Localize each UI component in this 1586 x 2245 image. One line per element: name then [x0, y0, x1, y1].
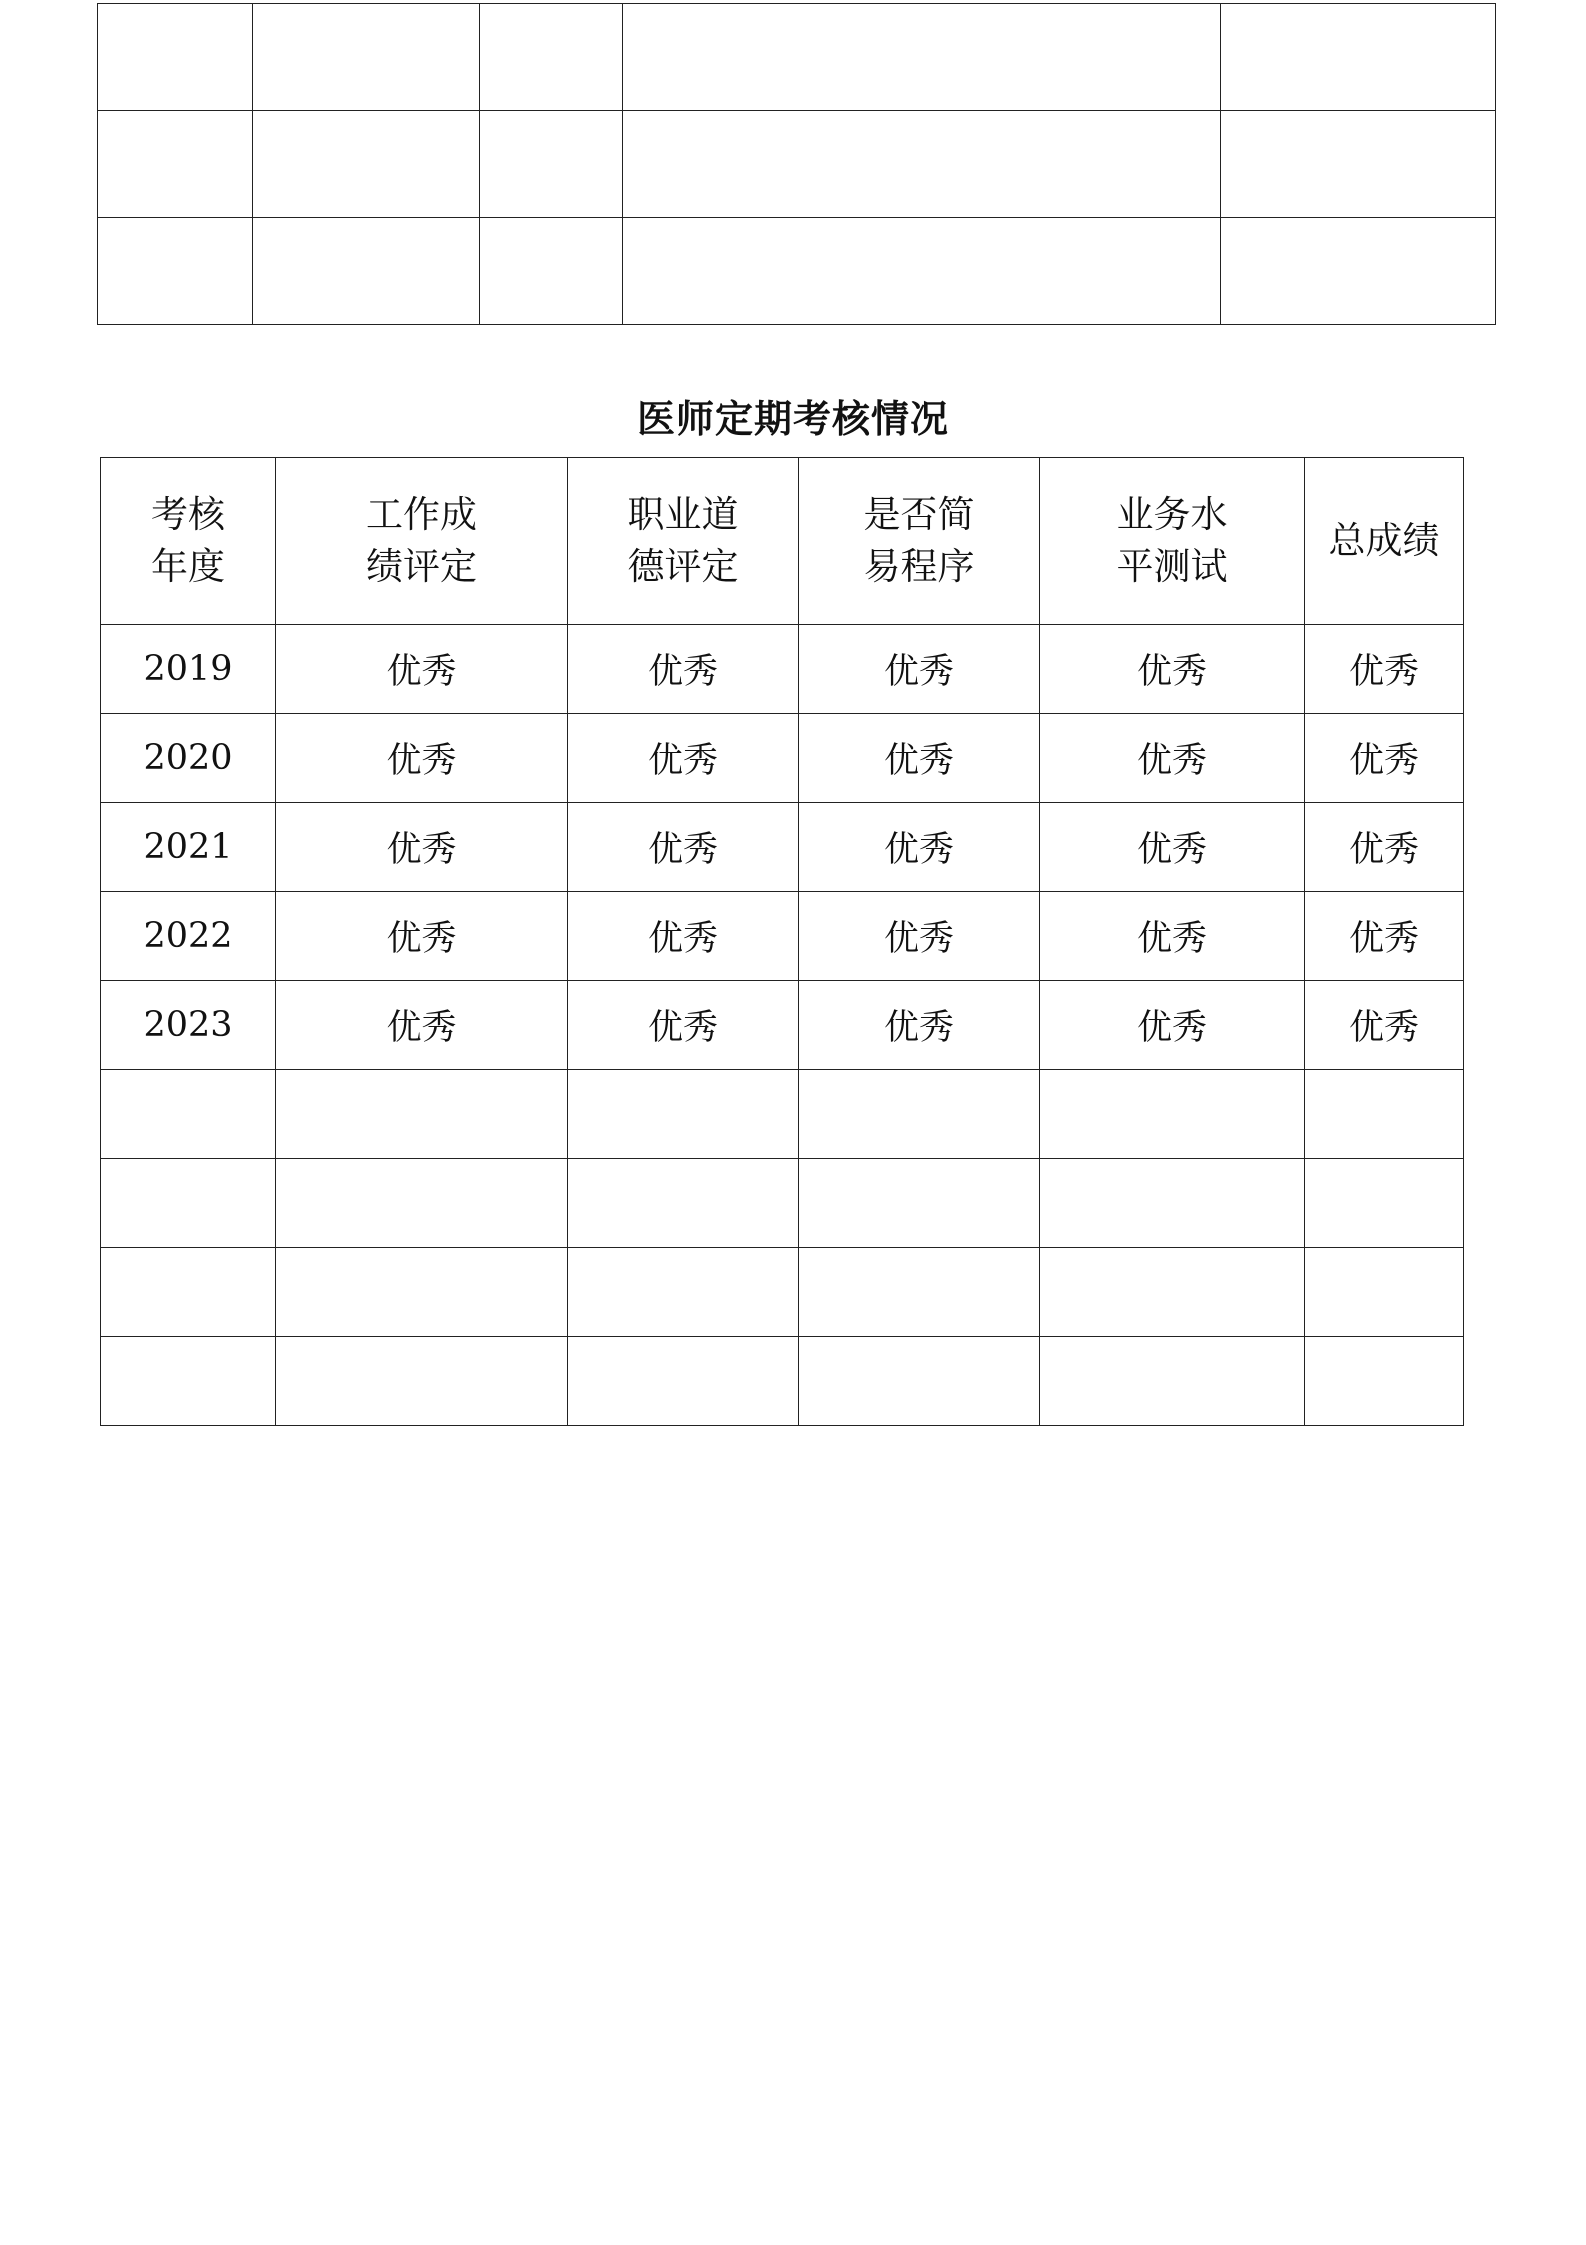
table-cell	[1221, 218, 1496, 325]
result-cell	[1040, 1159, 1305, 1248]
result-cell	[568, 1248, 799, 1337]
result-cell: 优秀	[799, 803, 1040, 892]
result-cell: 优秀	[1040, 892, 1305, 981]
year-cell: 2019	[101, 625, 276, 714]
header-line: 德评定	[627, 545, 739, 588]
result-cell: 优秀	[1305, 803, 1464, 892]
result-cell	[568, 1159, 799, 1248]
result-cell: 优秀	[1040, 803, 1305, 892]
header-total-score	[1305, 458, 1464, 625]
result-cell: 优秀	[276, 625, 568, 714]
result-cell	[799, 1159, 1040, 1248]
result-cell	[1305, 1070, 1464, 1159]
table-cell	[480, 4, 623, 111]
result-cell	[1305, 1248, 1464, 1337]
result-cell: 优秀	[568, 625, 799, 714]
table-cell	[623, 111, 1221, 218]
result-cell	[1040, 1337, 1305, 1426]
table-cell	[623, 218, 1221, 325]
table-row	[101, 1159, 1464, 1248]
header-line: 平测试	[1116, 545, 1228, 588]
year-cell: 2023	[101, 981, 276, 1070]
header-year	[101, 458, 276, 625]
result-cell: 优秀	[799, 625, 1040, 714]
header-work-performance	[276, 458, 568, 625]
result-cell: 优秀	[799, 714, 1040, 803]
table-row	[101, 892, 1464, 981]
year-cell: 2020	[101, 714, 276, 803]
table-row	[98, 4, 1496, 111]
result-cell: 优秀	[276, 714, 568, 803]
result-cell: 优秀	[568, 981, 799, 1070]
result-cell	[1040, 1070, 1305, 1159]
result-cell: 优秀	[799, 981, 1040, 1070]
header-professional-test	[1040, 458, 1305, 625]
result-cell: 优秀	[1040, 714, 1305, 803]
result-cell	[276, 1248, 568, 1337]
table-cell	[623, 4, 1221, 111]
assessment-table	[100, 457, 1464, 1426]
result-cell: 优秀	[568, 803, 799, 892]
result-cell	[1305, 1159, 1464, 1248]
result-cell	[568, 1337, 799, 1426]
result-cell: 优秀	[568, 714, 799, 803]
header-professional-ethics	[568, 458, 799, 625]
header-line: 工作成	[366, 493, 477, 536]
table-row	[101, 625, 1464, 714]
header-line: 年度	[151, 545, 225, 588]
header-line: 易程序	[863, 545, 975, 588]
table-row	[101, 1248, 1464, 1337]
table-row	[101, 714, 1464, 803]
section-title: 医师定期考核情况	[636, 396, 949, 441]
header-line: 总成绩	[1328, 519, 1440, 562]
result-cell: 优秀	[1305, 714, 1464, 803]
result-cell: 优秀	[1305, 892, 1464, 981]
result-cell: 优秀	[276, 981, 568, 1070]
result-cell: 优秀	[1305, 981, 1464, 1070]
result-cell	[276, 1337, 568, 1426]
year-cell	[101, 1337, 276, 1426]
result-cell: 优秀	[1040, 981, 1305, 1070]
table-row	[98, 111, 1496, 218]
header-row	[101, 458, 1464, 625]
result-cell: 优秀	[568, 892, 799, 981]
year-cell	[101, 1159, 276, 1248]
table-cell	[98, 218, 253, 325]
table-row	[101, 1337, 1464, 1426]
table-cell	[253, 4, 480, 111]
table-cell	[98, 4, 253, 111]
table-row	[98, 218, 1496, 325]
table-cell	[1221, 111, 1496, 218]
result-cell: 优秀	[1040, 625, 1305, 714]
result-cell	[1040, 1248, 1305, 1337]
table-row	[101, 1070, 1464, 1159]
year-cell: 2022	[101, 892, 276, 981]
result-cell: 优秀	[276, 803, 568, 892]
header-line: 绩评定	[366, 545, 477, 588]
continued-table	[97, 3, 1496, 325]
table-cell	[253, 218, 480, 325]
result-cell	[276, 1070, 568, 1159]
table-row	[101, 981, 1464, 1070]
year-cell: 2021	[101, 803, 276, 892]
result-cell	[799, 1070, 1040, 1159]
header-line: 考核	[151, 493, 225, 536]
result-cell	[568, 1070, 799, 1159]
result-cell	[799, 1248, 1040, 1337]
result-cell	[799, 1337, 1040, 1426]
result-cell	[276, 1159, 568, 1248]
header-line: 业务水	[1116, 493, 1228, 536]
table-cell	[1221, 4, 1496, 111]
table-cell	[480, 218, 623, 325]
header-line: 是否简	[863, 493, 975, 536]
result-cell: 优秀	[799, 892, 1040, 981]
table-cell	[480, 111, 623, 218]
year-cell	[101, 1248, 276, 1337]
header-simplified-procedure	[799, 458, 1040, 625]
table-cell	[98, 111, 253, 218]
table-row	[101, 803, 1464, 892]
result-cell: 优秀	[276, 892, 568, 981]
result-cell	[1305, 1337, 1464, 1426]
header-line: 职业道	[627, 493, 739, 536]
result-cell: 优秀	[1305, 625, 1464, 714]
year-cell	[101, 1070, 276, 1159]
table-cell	[253, 111, 480, 218]
